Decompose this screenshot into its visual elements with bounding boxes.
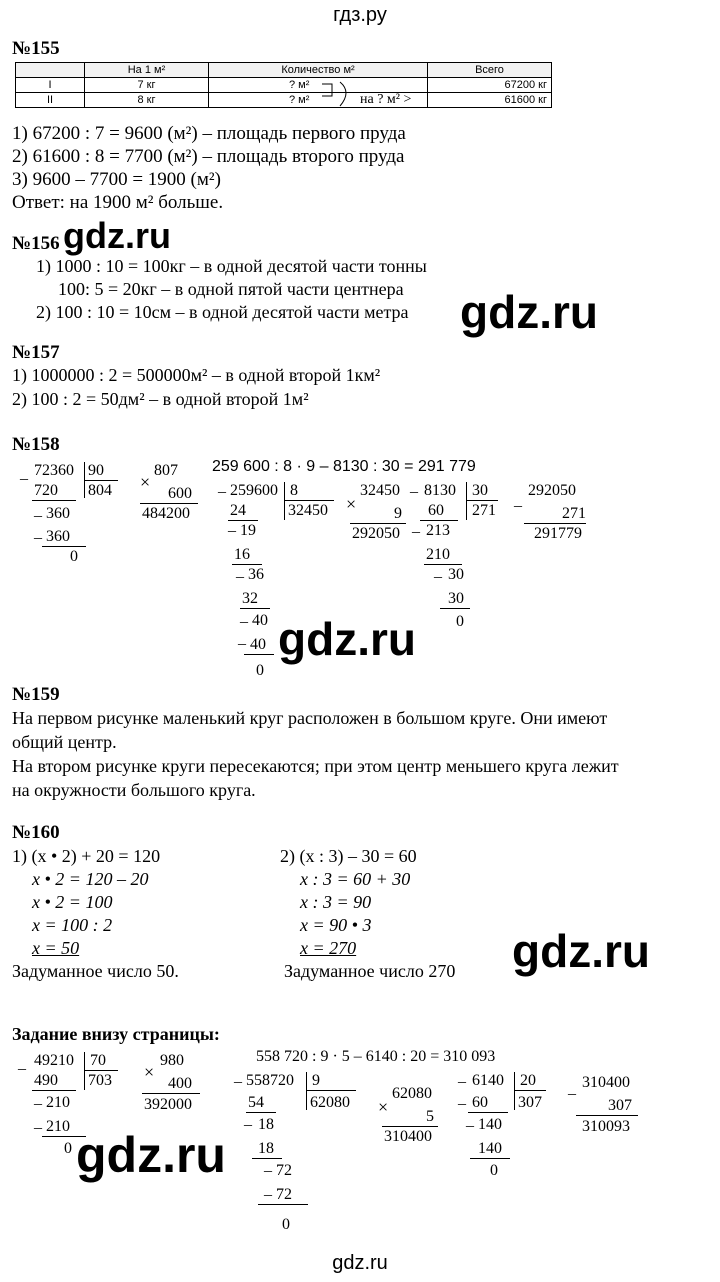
subtrahend: 72 bbox=[276, 1186, 292, 1203]
table-cell: ? м² bbox=[209, 78, 428, 93]
site-header: гдз.ру bbox=[333, 4, 387, 26]
site-footer: gdz.ru bbox=[332, 1252, 388, 1274]
subtrahend: 210 bbox=[46, 1118, 70, 1135]
product: 392000 bbox=[144, 1096, 192, 1113]
remainder: 140 bbox=[478, 1116, 502, 1133]
divisor: 30 bbox=[472, 482, 488, 499]
divisor: 9 bbox=[312, 1072, 320, 1089]
factor: 807 bbox=[154, 462, 178, 479]
task-156-line: 1) 1000 : 10 = 100кг – в одной десятой части тонны bbox=[36, 256, 427, 276]
dividend: 558720 bbox=[246, 1072, 294, 1089]
dividend: 8130 bbox=[424, 482, 456, 499]
subtrahend: 60 bbox=[472, 1094, 488, 1111]
equation-line: x = 100 : 2 bbox=[32, 915, 113, 935]
task-156-line: 100: 5 = 20кг – в одной пятой части центнера bbox=[58, 279, 404, 299]
factor: 980 bbox=[160, 1052, 184, 1069]
task-157-line: 1) 1000000 : 2 = 500000м² – в одной второй 1км² bbox=[12, 365, 381, 385]
factor: 5 bbox=[426, 1108, 434, 1125]
quotient: 271 bbox=[472, 502, 496, 519]
difference: 291779 bbox=[534, 525, 582, 542]
table-cell: 67200 кг bbox=[428, 78, 552, 93]
minuend: 292050 bbox=[528, 482, 576, 499]
table-header-cell: Всего bbox=[428, 63, 552, 78]
task-159-line: На первом рисунке маленький круг расположен в большом круге. Они имеют bbox=[12, 708, 608, 728]
remainder: 18 bbox=[258, 1116, 274, 1133]
task-155-answer: Ответ: на 1900 м² больше. bbox=[12, 192, 224, 213]
task-155-line: 1) 67200 : 7 = 9600 (м²) – площадь первого пруда bbox=[12, 123, 406, 144]
table-header-cell: Количество м² bbox=[209, 63, 428, 78]
times-sign: × bbox=[378, 1097, 389, 1117]
task-155-line: 2) 61600 : 8 = 7700 (м²) – площадь второго пруда bbox=[12, 146, 405, 167]
remainder: 0 bbox=[70, 548, 78, 565]
equation-line: 1) (x • 2) + 20 = 120 bbox=[12, 846, 161, 866]
task-155-line: 3) 9600 – 7700 = 1900 (м²) bbox=[12, 169, 221, 190]
quotient: 804 bbox=[88, 482, 112, 499]
subtrahend: 18 bbox=[258, 1140, 274, 1157]
dividend: 49210 bbox=[34, 1052, 74, 1069]
table-cell: ? м² bbox=[209, 93, 428, 108]
subtrahend: 60 bbox=[428, 502, 444, 519]
divisor: 90 bbox=[88, 462, 104, 479]
task-155-title: №155 bbox=[12, 38, 60, 59]
remainder: 0 bbox=[456, 613, 464, 630]
difference: 310093 bbox=[582, 1118, 630, 1135]
equation-answer: Задуманное число 270 bbox=[284, 961, 456, 981]
equation-answer: Задуманное число 50. bbox=[12, 961, 179, 981]
task-159-line: на окружности большого круга. bbox=[12, 780, 256, 800]
watermark: gdz.ru bbox=[63, 215, 171, 256]
product: 310400 bbox=[384, 1128, 432, 1145]
equation-result: x = 50 bbox=[32, 938, 80, 958]
divisor: 70 bbox=[90, 1052, 106, 1069]
dividend: 72360 bbox=[34, 462, 74, 479]
compare-bracket-icon bbox=[318, 80, 358, 114]
equation-line: x : 3 = 60 + 30 bbox=[300, 869, 411, 889]
factor: 600 bbox=[168, 485, 192, 502]
equation-line: x : 3 = 90 bbox=[300, 892, 372, 912]
minuend: 310400 bbox=[582, 1074, 630, 1091]
remainder: 72 bbox=[276, 1162, 292, 1179]
factor: 9 bbox=[394, 505, 402, 522]
quotient: 32450 bbox=[288, 502, 328, 519]
equation-line: x • 2 = 120 – 20 bbox=[32, 869, 149, 889]
remainder: 36 bbox=[248, 566, 264, 583]
subtrahend: 30 bbox=[448, 590, 464, 607]
watermark: gdz.ru bbox=[76, 1127, 226, 1183]
divisor: 20 bbox=[520, 1072, 536, 1089]
remainder: 0 bbox=[490, 1162, 498, 1179]
table-header-cell bbox=[16, 63, 85, 78]
task-156-line: 2) 100 : 10 = 10см – в одной десятой части метра bbox=[36, 302, 409, 322]
subtrahend: 271 bbox=[562, 505, 586, 522]
equation-line: 2) (x : 3) – 30 = 60 bbox=[280, 846, 417, 866]
remainder: 0 bbox=[256, 662, 264, 679]
subtrahend: 40 bbox=[250, 636, 266, 653]
bottom-task-title: Задание внизу страницы: bbox=[12, 1024, 220, 1044]
equation-result: x = 270 bbox=[300, 938, 357, 958]
remainder: 40 bbox=[252, 612, 268, 629]
task-159-title: №159 bbox=[12, 684, 60, 705]
times-sign: × bbox=[346, 494, 357, 514]
dividend: 6140 bbox=[472, 1072, 504, 1089]
remainder: 360 bbox=[46, 505, 70, 522]
times-sign: × bbox=[140, 472, 151, 492]
task-158-expression: 259 600 : 8 · 9 – 8130 : 30 = 291 779 bbox=[212, 458, 476, 475]
subtrahend: 210 bbox=[426, 546, 450, 563]
subtrahend: 307 bbox=[608, 1097, 632, 1114]
subtrahend: 54 bbox=[248, 1094, 264, 1111]
times-sign: × bbox=[144, 1062, 155, 1082]
quotient: 703 bbox=[88, 1072, 112, 1089]
bottom-task-expression: 558 720 : 9 · 5 – 6140 : 20 = 310 093 bbox=[256, 1048, 496, 1065]
watermark: gdz.ru bbox=[512, 925, 650, 977]
divisor: 8 bbox=[290, 482, 298, 499]
equation-line: x = 90 • 3 bbox=[300, 915, 372, 935]
table-cell: I bbox=[16, 78, 85, 93]
remainder: 30 bbox=[448, 566, 464, 583]
task-159-line: На втором рисунке круги пересекаются; при этом центр меньшего круга лежит bbox=[12, 756, 619, 776]
subtrahend: 32 bbox=[242, 590, 258, 607]
task-159-line: общий центр. bbox=[12, 732, 117, 752]
watermark: gdz.ru bbox=[278, 613, 416, 665]
subtrahend: 24 bbox=[230, 502, 246, 519]
subtrahend: 360 bbox=[46, 528, 70, 545]
product: 292050 bbox=[352, 525, 400, 542]
remainder: 19 bbox=[240, 522, 256, 539]
remainder: 210 bbox=[46, 1094, 70, 1111]
table-cell: 7 кг bbox=[85, 78, 209, 93]
subtrahend: 490 bbox=[34, 1072, 58, 1089]
table-cell: 8 кг bbox=[85, 93, 209, 108]
subtrahend: 16 bbox=[234, 546, 250, 563]
remainder: 0 bbox=[64, 1140, 72, 1157]
table-cell: 61600 кг bbox=[428, 93, 552, 108]
task-158-title: №158 bbox=[12, 434, 60, 455]
task-155-table bbox=[15, 62, 552, 108]
task-157-line: 2) 100 : 2 = 50дм² – в одной второй 1м² bbox=[12, 389, 309, 409]
equation-line: x • 2 = 100 bbox=[32, 892, 113, 912]
watermark: gdz.ru bbox=[460, 286, 598, 338]
factor: 400 bbox=[168, 1075, 192, 1092]
table-cell: II bbox=[16, 93, 85, 108]
subtrahend: 140 bbox=[478, 1140, 502, 1157]
task-157-title: №157 bbox=[12, 342, 60, 363]
quotient: 62080 bbox=[310, 1094, 350, 1111]
remainder: 213 bbox=[426, 522, 450, 539]
table-header-cell: На 1 м² bbox=[85, 63, 209, 78]
dividend: 259600 bbox=[230, 482, 278, 499]
factor: 32450 bbox=[360, 482, 400, 499]
remainder: 0 bbox=[282, 1216, 290, 1233]
subtrahend: 720 bbox=[34, 482, 58, 499]
task-160-title: №160 bbox=[12, 822, 60, 843]
quotient: 307 bbox=[518, 1094, 542, 1111]
factor: 62080 bbox=[392, 1085, 432, 1102]
product: 484200 bbox=[142, 505, 190, 522]
compare-question: на ? м² > bbox=[360, 92, 412, 107]
task-156-title: №156 bbox=[12, 233, 60, 254]
